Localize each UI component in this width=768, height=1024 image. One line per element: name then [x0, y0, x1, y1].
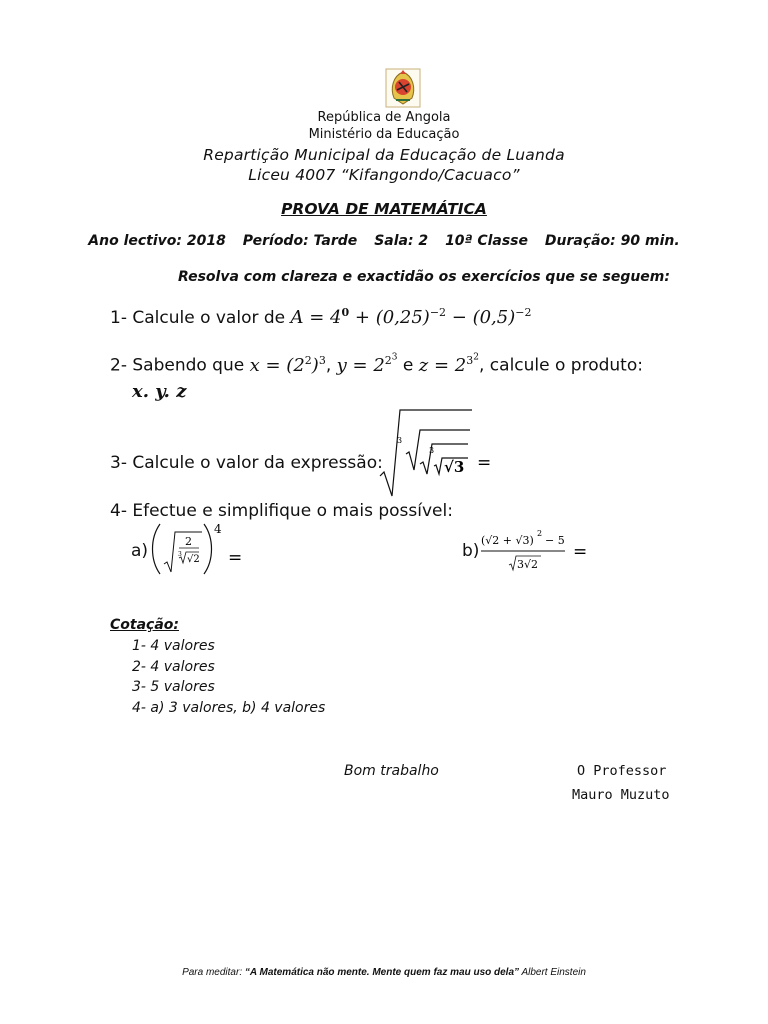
question-3-expression: [378, 408, 498, 502]
cotacao-item: 3- 5 valores: [132, 679, 215, 695]
svg-text:3√2: 3√2: [517, 558, 539, 571]
question-4b-expression: [479, 524, 609, 584]
svg-text:√2: √2: [187, 554, 200, 565]
question-1-formula: $A = 4^0 + (0,25)^{-2} - (0,5)^{-2}$: [290, 306, 532, 328]
header-repartition: Repartição Municipal da Educação de Luanda: [203, 146, 565, 164]
svg-text:3: 3: [397, 436, 403, 445]
svg-text:(√2 + √3): (√2 + √3): [481, 534, 534, 547]
question-4a-expression: [150, 520, 250, 586]
question-1: [110, 306, 531, 328]
footer-author: Albert Einstein: [519, 967, 586, 978]
svg-text:3: 3: [429, 446, 435, 455]
exam-duration: Duração: 90 min.: [544, 233, 680, 249]
svg-text:− 5: − 5: [545, 534, 565, 547]
angola-emblem: [385, 68, 421, 108]
closing-role: O Professor: [577, 763, 667, 779]
closing-greeting: Bom trabalho: [344, 763, 439, 779]
question-2: 2- Sabendo que $x = (2^2)^3$, $y = 2^{2^3}$ e $z = 2^{3^2}$, calcule o produto:: [110, 352, 643, 376]
question-4b-label: b): [462, 541, 480, 561]
question-4a-label: a): [131, 541, 149, 561]
svg-text:3: 3: [178, 551, 182, 558]
svg-text:4: 4: [214, 522, 222, 536]
question-2-text-a: 2- Sabendo que: [110, 355, 245, 376]
cotacao-item: 4- a) 3 valores, b) 4 valores: [132, 700, 326, 716]
question-2-text-b: e: [402, 355, 414, 376]
footer-prefix: Para meditar:: [182, 967, 245, 978]
cotacao-item: 2- 4 valores: [132, 659, 215, 675]
header-school: Liceu 4007 “Kifangondo/Cacuaco”: [248, 166, 520, 184]
question-2-y: $y = 2^{2^3}$: [336, 352, 398, 376]
cotacao-title: Cotação:: [110, 617, 179, 633]
exam-meta: [0, 233, 768, 249]
exam-grade: 10ª Classe: [445, 233, 528, 249]
svg-text:=: =: [228, 548, 243, 568]
exam-period: Período: Tarde: [242, 233, 358, 249]
exam-room: Sala: 2: [374, 233, 429, 249]
cotacao-item: 1- 4 valores: [132, 638, 215, 654]
header-republic: República de Angola: [317, 110, 451, 125]
exam-instruction: Resolva com clareza e exactidão os exercícios que se seguem:: [178, 269, 670, 285]
question-3-text: 3- Calcule o valor da expressão:: [110, 453, 383, 473]
question-2-x: $x = (2^2)^3$: [249, 353, 326, 376]
svg-text:=: =: [573, 542, 588, 562]
exam-title: PROVA DE MATEMÁTICA: [281, 200, 487, 218]
footer-quote: [0, 967, 768, 978]
svg-text:√3: √3: [444, 458, 465, 476]
svg-text:=: =: [477, 453, 492, 473]
header-ministry: Ministério da Educação: [308, 127, 460, 142]
footer-quote-text: “A Matemática não mente. Mente quem faz mau uso dela”: [244, 967, 520, 978]
question-1-text: 1- Calcule o valor de: [110, 308, 286, 328]
closing-teacher-name: Mauro Muzuto: [572, 787, 670, 803]
svg-text:2: 2: [537, 529, 543, 538]
question-2-z: $z = 2^{3^2}$: [418, 352, 479, 376]
question-2-product: x. y. z: [132, 381, 187, 402]
exam-year: Ano lectivo: 2018: [88, 233, 226, 249]
svg-text:2: 2: [185, 535, 192, 548]
question-4-text: 4- Efectue e simplifique o mais possível:: [110, 501, 453, 521]
question-2-text-c: , calcule o produto:: [479, 355, 643, 376]
